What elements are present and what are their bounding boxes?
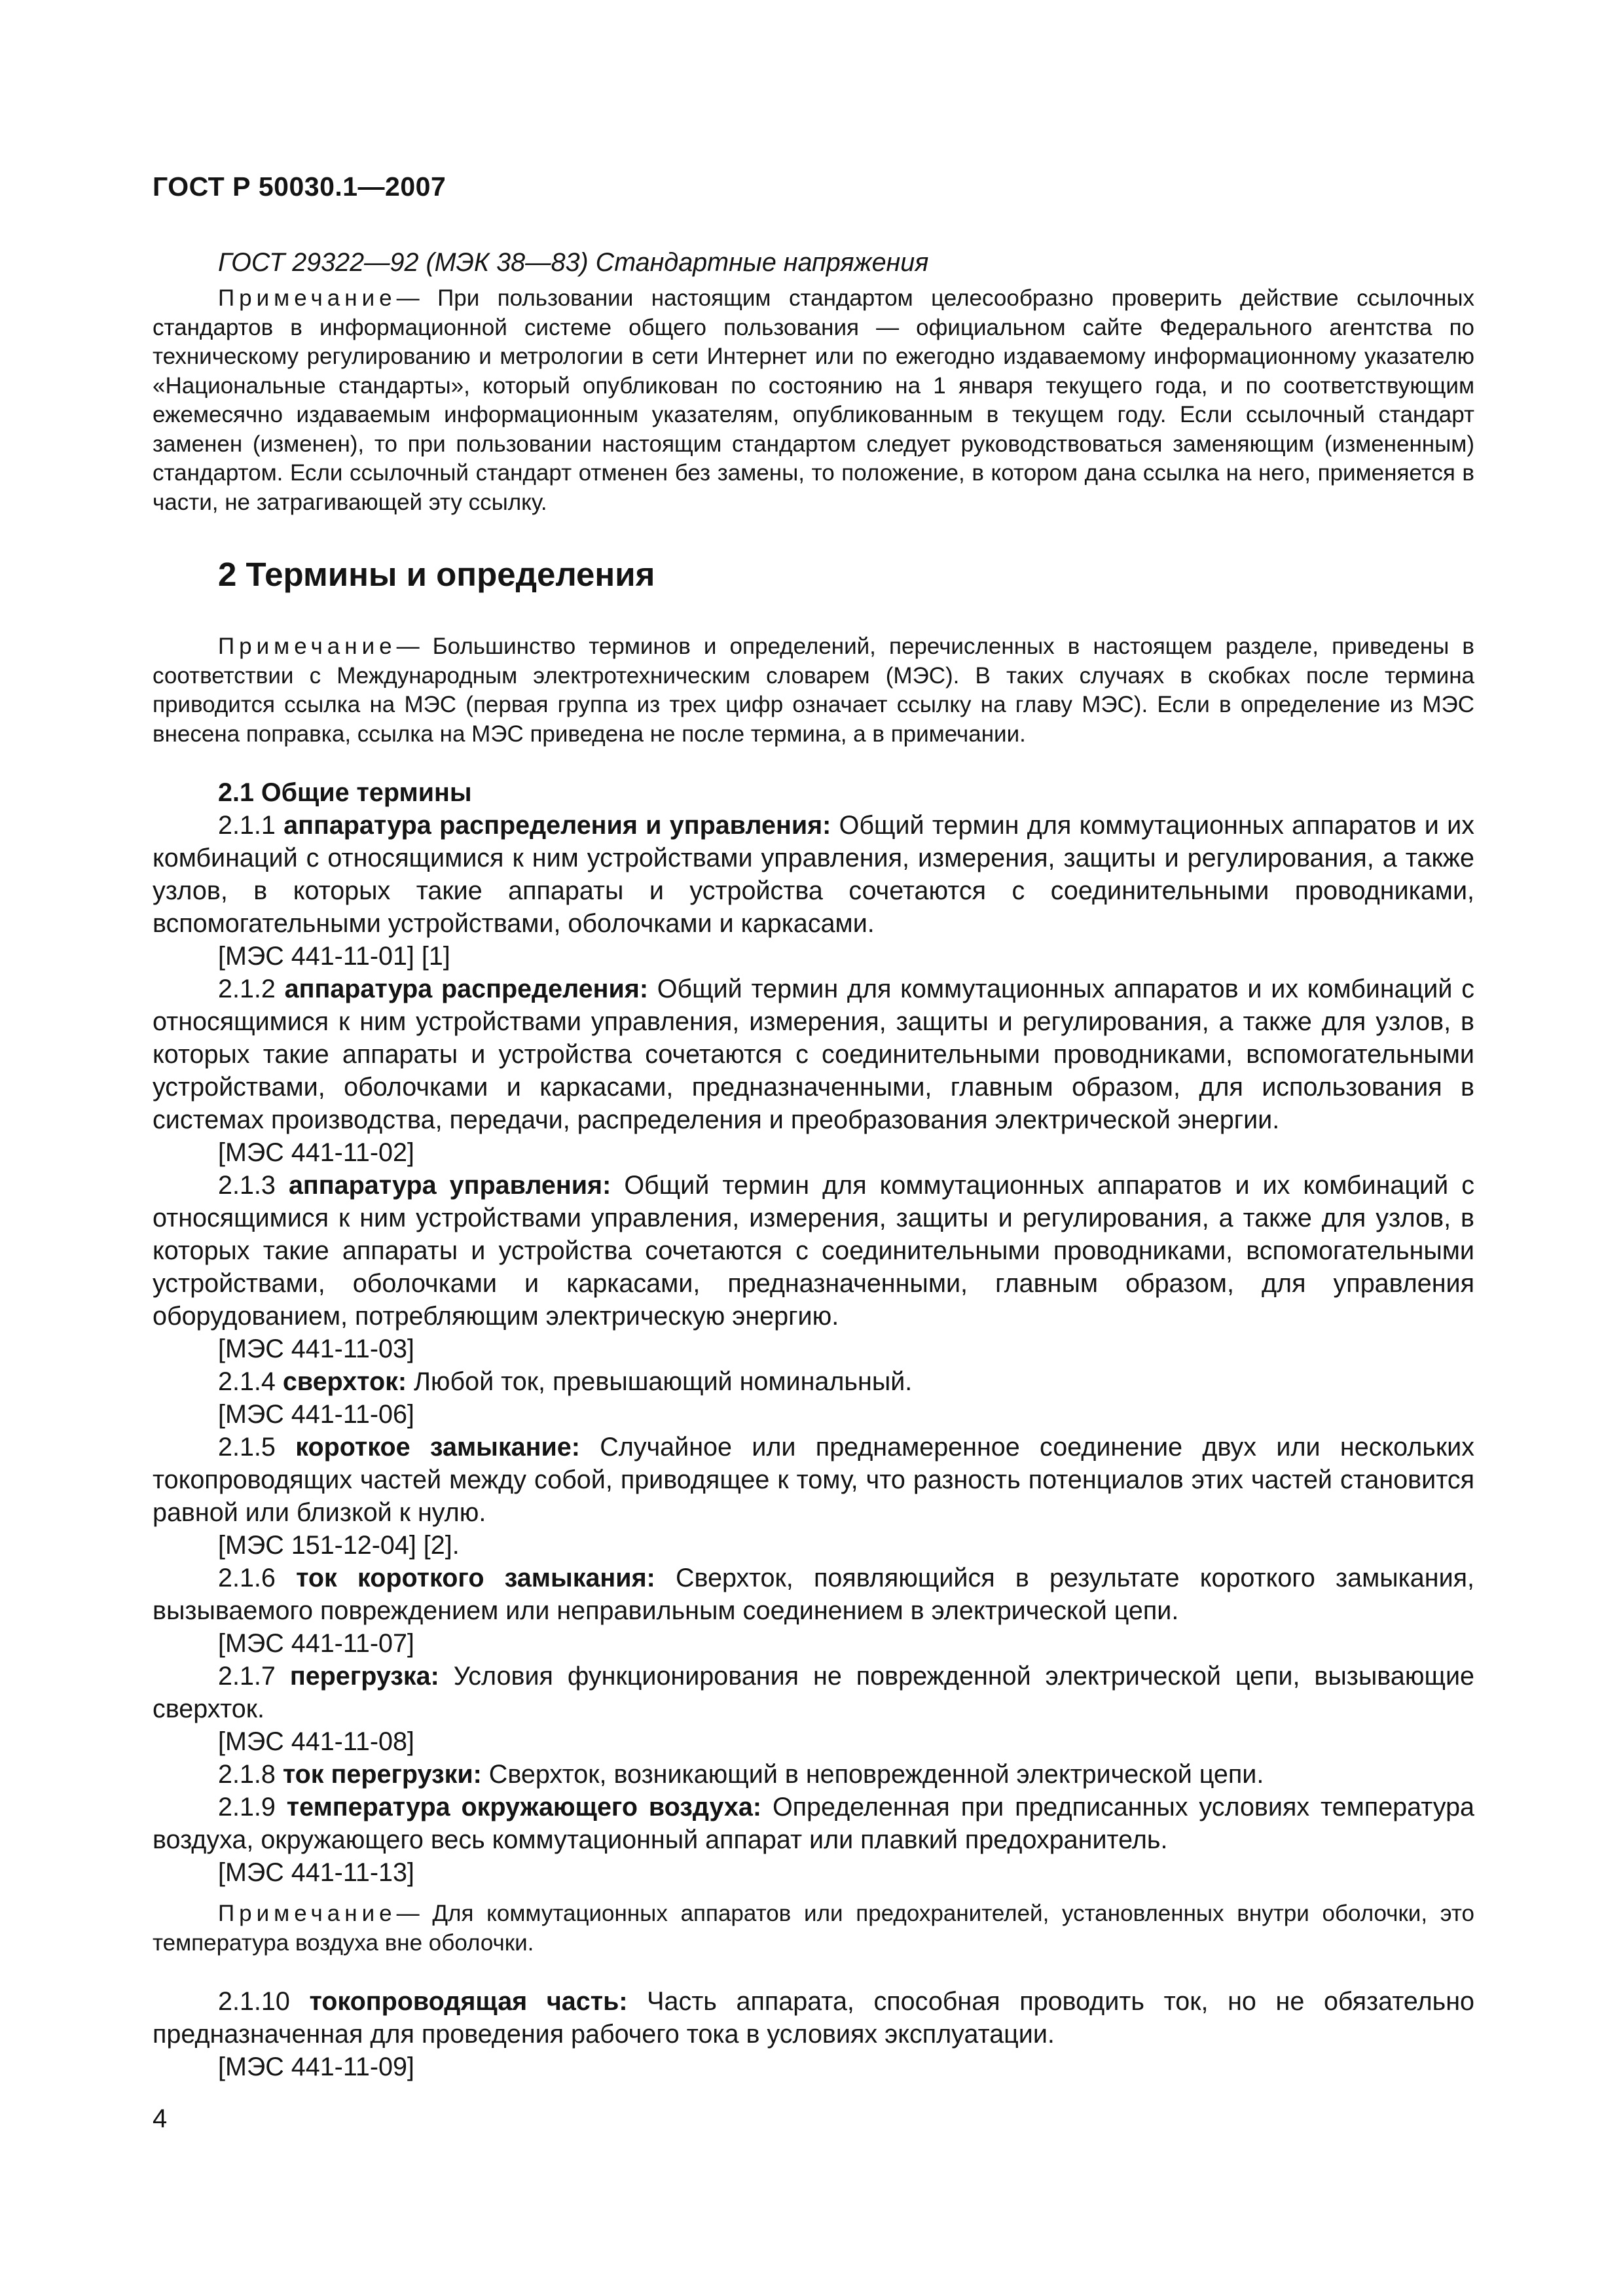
mes-reference: [МЭС 441-11-09] [218,2053,414,2081]
term-definition: Сверхток, возникающий в неповрежденной электрической цепи. [488,1760,1264,1789]
term-paragraph [153,1985,1474,2051]
subsection-heading: 2.1 Общие термины [218,778,472,807]
term-definition: Часть аппарата, способная проводить ток, но не обязательно предназначенная для проведения рабочего тока в условиях эксплуатации. [153,1987,1474,2049]
mes-reference: [МЭС 151-12-04] [2]. [218,1531,460,1560]
term-paragraph [153,1791,1474,1856]
term-definition: Определенная при предписанных условиях температура воздуха, окружающего весь коммутационный аппарат или плавкий предохранитель. [153,1793,1475,1854]
term-number: 2.1.5 [218,1433,276,1462]
term-paragraph [153,809,1474,940]
term-name: аппаратура распределения: [284,975,648,1003]
term-definition: Общий термин для коммутационных аппаратов и их комбинаций с относящимися к ним устройствами управления, измерения, защиты и регулирования, а также узлов, в которых такие аппараты и устройства сочетаются с соединительными проводниками, вспомогательными устройствами, оболочками и каркасами. [153,811,1474,938]
term-definition: Общий термин для коммутационных аппаратов и их комбинаций с относящимися к ним устройствами управления, измерения, защиты и регулирования, а также для узлов, в которых такие аппараты и устройства сочетаются с соединительными проводниками, вспомогательными устройствами, оболочками и каркасами, предназначенными, главным образом, для использования в системах производства, передачи, распределения и преобразования электрической энергии. [153,975,1474,1134]
term-number: 2.1.1 [218,811,276,840]
term-definition: Любой ток, превышающий номинальный. [413,1367,913,1396]
mes-reference: [МЭС 441-11-08] [218,1727,414,1756]
term-name: токопроводящая часть: [309,1987,628,2016]
note-label: Примечание [218,285,397,311]
term-paragraph [153,973,1474,1136]
mes-reference: [МЭС 441-11-07] [218,1629,414,1658]
term-name: короткое замыкание: [295,1433,580,1462]
term-name: перегрузка: [289,1662,439,1691]
mes-reference: [МЭС 441-11-02] [218,1138,414,1167]
term-number: 2.1.4 [218,1367,276,1396]
term-number: 2.1.10 [218,1987,290,2016]
term-paragraph [153,1758,1474,1791]
term-name: ток перегрузки: [282,1760,482,1789]
term-paragraph [153,1365,1474,1398]
mes-reference: [МЭС 441-11-03] [218,1335,414,1363]
section-heading: 2 Термины и определения [218,556,655,593]
note-text: — При пользовании настоящим стандартом целесообразно проверить действие ссылочных стандартов в информационной системе общего пользования — официальном сайте Федерального агентства по техническому регулированию и метрологии в сети Интернет или по ежегодно издаваемому информационному указателю «Национальные стандарты», который опубликован по состоянию на 1 января текущего года, и по соответствующим ежемесячно издаваемым информационным указателям, опубликованным в текущем году. Если ссылочный стандарт заменен (изменен), то при пользовании настоящим стандартом следует руководствоваться заменяющим (измененным) стандартом. Если ссылочный стандарт отменен без замены, то положение, в котором дана ссылка на него, применяется в части, не затрагивающей эту ссылку. [153,285,1474,515]
term-definition: Случайное или преднамеренное соединение двух или нескольких токопроводящих частей между собой, приводящее к тому, что разность потенциалов этих частей становится равной или близкой к нулю. [153,1433,1474,1527]
mes-reference: [МЭС 441-11-13] [218,1858,414,1887]
note-text: — Для коммутационных аппаратов или предохранителей, установленных внутри оболочки, это температура воздуха вне оболочки. [153,1901,1474,1956]
note-terms [153,632,1474,749]
page-number: 4 [153,2104,168,2133]
term-paragraph [153,1660,1474,1725]
term-paragraph [153,1431,1474,1529]
term-number: 2.1.2 [218,975,276,1003]
note-ambient-temperature [153,1899,1474,1958]
note-references [153,284,1474,517]
term-name: температура окружающего воздуха: [286,1793,762,1821]
standard-header: ГОСТ Р 50030.1—2007 [153,171,447,202]
term-number: 2.1.7 [218,1662,276,1691]
term-name: аппаратура управления: [288,1171,611,1200]
mes-reference: [МЭС 441-11-01] [1] [218,942,450,971]
note-text: — Большинство терминов и определений, перечисленных в настоящем разделе, приведены в соответствии с Международным электротехническим словарем (МЭС). В таких случаях в скобках после термина приводится ссылка на МЭС (первая группа из трех цифр означает ссылку на главу МЭС). Если в определение из МЭС внесена поправка, ссылка на МЭС приведена не после термина, а в примечании. [153,634,1474,747]
note-label: Примечание [218,634,397,659]
term-name: ток короткого замыкания: [296,1564,655,1592]
term-definition: Сверхток, появляющийся в результате короткого замыкания, вызываемого повреждением или неправильным соединением в электрической цепи. [153,1564,1474,1625]
term-number: 2.1.8 [218,1760,276,1789]
term-number: 2.1.9 [218,1793,276,1821]
term-paragraph [153,1562,1474,1627]
note-label: Примечание [218,1901,397,1926]
term-paragraph [153,1169,1474,1333]
term-definition: Условия функционирования не поврежденной электрической цепи, вызывающие сверхток. [153,1662,1474,1723]
mes-reference: [МЭС 441-11-06] [218,1400,414,1429]
term-name: аппаратура распределения и управления: [283,811,831,840]
term-name: сверхток: [282,1367,407,1396]
term-number: 2.1.6 [218,1564,276,1592]
term-number: 2.1.3 [218,1171,276,1200]
reference-gost-29322: ГОСТ 29322—92 (МЭК 38—83) Стандартные напряжения [218,248,929,277]
page-content [153,246,1474,2083]
term-definition: Общий термин для коммутационных аппаратов и их комбинаций с относящимися к ним устройствами управления, измерения, защиты и регулирования, а также для узлов, в которых такие аппараты и устройства сочетаются с соединительными проводниками, вспомогательными устройствами, оболочками и каркасами, предназначенными, главным образом, для управления оборудованием, потребляющим электрическую энергию. [153,1171,1474,1331]
